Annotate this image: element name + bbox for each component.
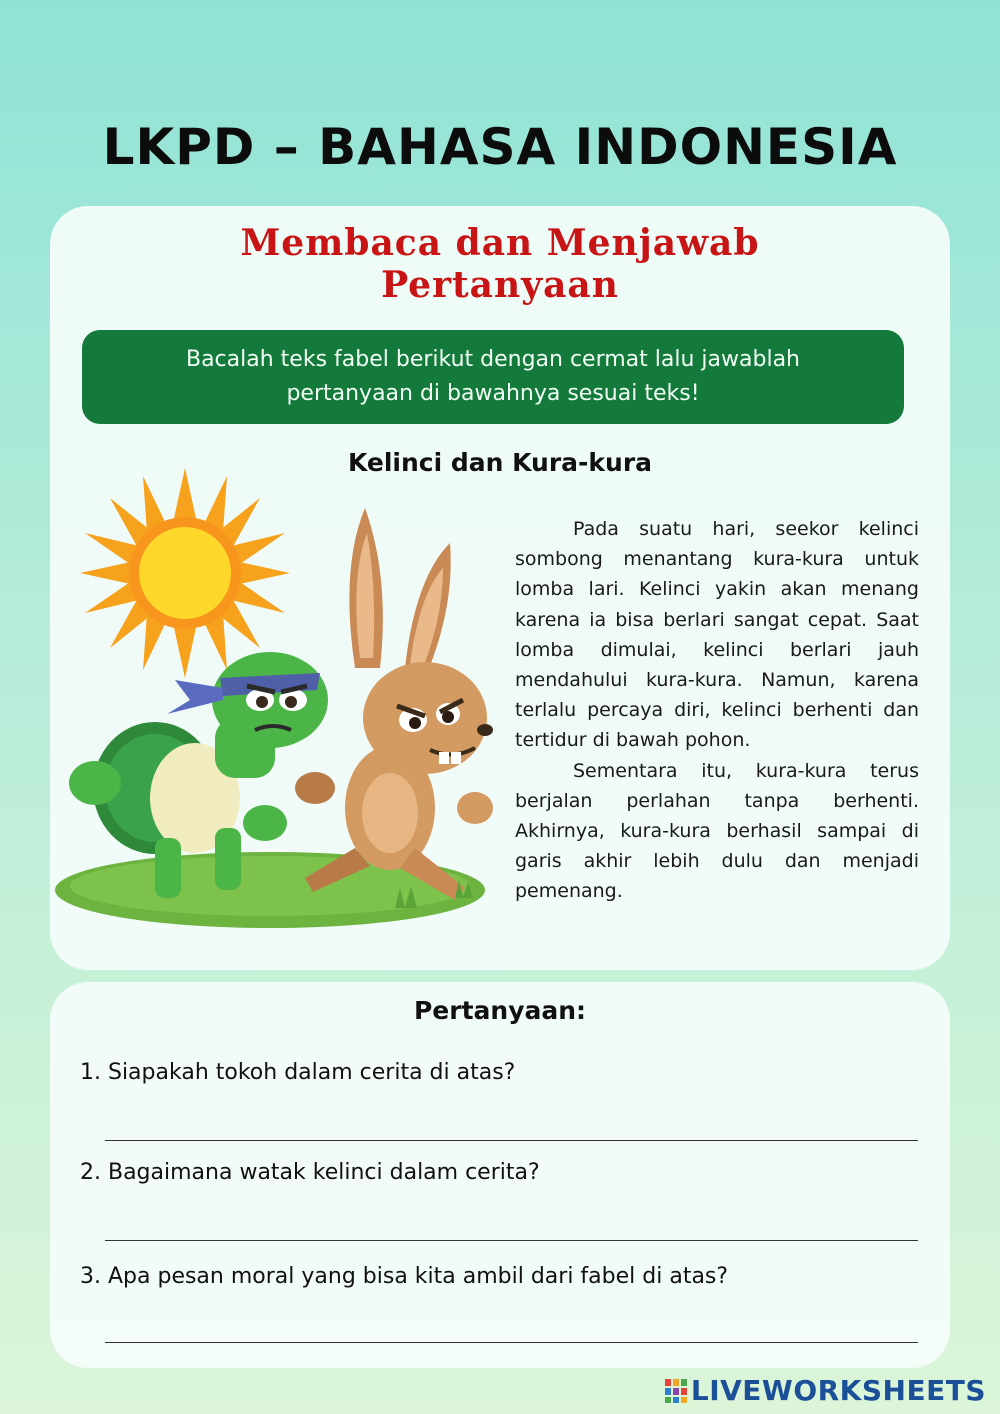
fable-illustration xyxy=(55,468,505,928)
question-1: 1. Siapakah tokoh dalam cerita di atas? xyxy=(80,1060,516,1085)
subtitle-line-1: Membaca dan Menjawab xyxy=(240,222,760,264)
story-paragraph-2: Sementara itu, kura-kura terus berjalan perlahan tanpa berhenti. Akhirnya, kura-kura berhasil sampai di garis akhir lebih dulu dan menjadi pemenang. xyxy=(515,759,919,903)
liveworksheets-icon xyxy=(665,1379,687,1403)
instruction-line-1: Bacalah teks fabel berikut dengan cermat lalu jawablah xyxy=(185,347,800,372)
instruction-line-2: pertanyaan di bawahnya sesuai teks! xyxy=(286,381,700,406)
subtitle-line-2: Pertanyaan xyxy=(381,264,619,306)
question-3: 3. Apa pesan moral yang bisa kita ambil dari fabel di atas? xyxy=(80,1264,729,1289)
brand-name: LIVEWORKSHEETS xyxy=(690,1374,986,1407)
answer-line-1[interactable] xyxy=(105,1140,918,1141)
page-title: LKPD – BAHASA INDONESIA xyxy=(102,118,898,176)
questions-card xyxy=(50,982,950,1368)
sun-icon xyxy=(80,468,290,678)
question-2: 2. Bagaimana watak kelinci dalam cerita? xyxy=(80,1160,540,1185)
answer-line-3[interactable] xyxy=(105,1342,918,1343)
story-title: Kelinci dan Kura-kura xyxy=(347,448,653,477)
activity-subtitle xyxy=(50,222,950,306)
answer-line-2[interactable] xyxy=(105,1240,918,1241)
instruction-banner xyxy=(82,330,904,424)
story-text xyxy=(515,514,919,907)
questions-title: Pertanyaan: xyxy=(413,996,587,1025)
story-paragraph-1: Pada suatu hari, seekor kelinci sombong menantang kura-kura untuk lomba lari. Kelinci yakin akan menang karena ia bisa berlari sangat cepat. Saat lomba dimulai, kelinci berlari jauh mendahului kura-kura. Namun, karena terlalu percaya diri, kelinci berhenti dan tertidur di bawah pohon. xyxy=(515,518,919,752)
reading-card xyxy=(50,206,950,970)
liveworksheets-logo xyxy=(665,1374,986,1407)
